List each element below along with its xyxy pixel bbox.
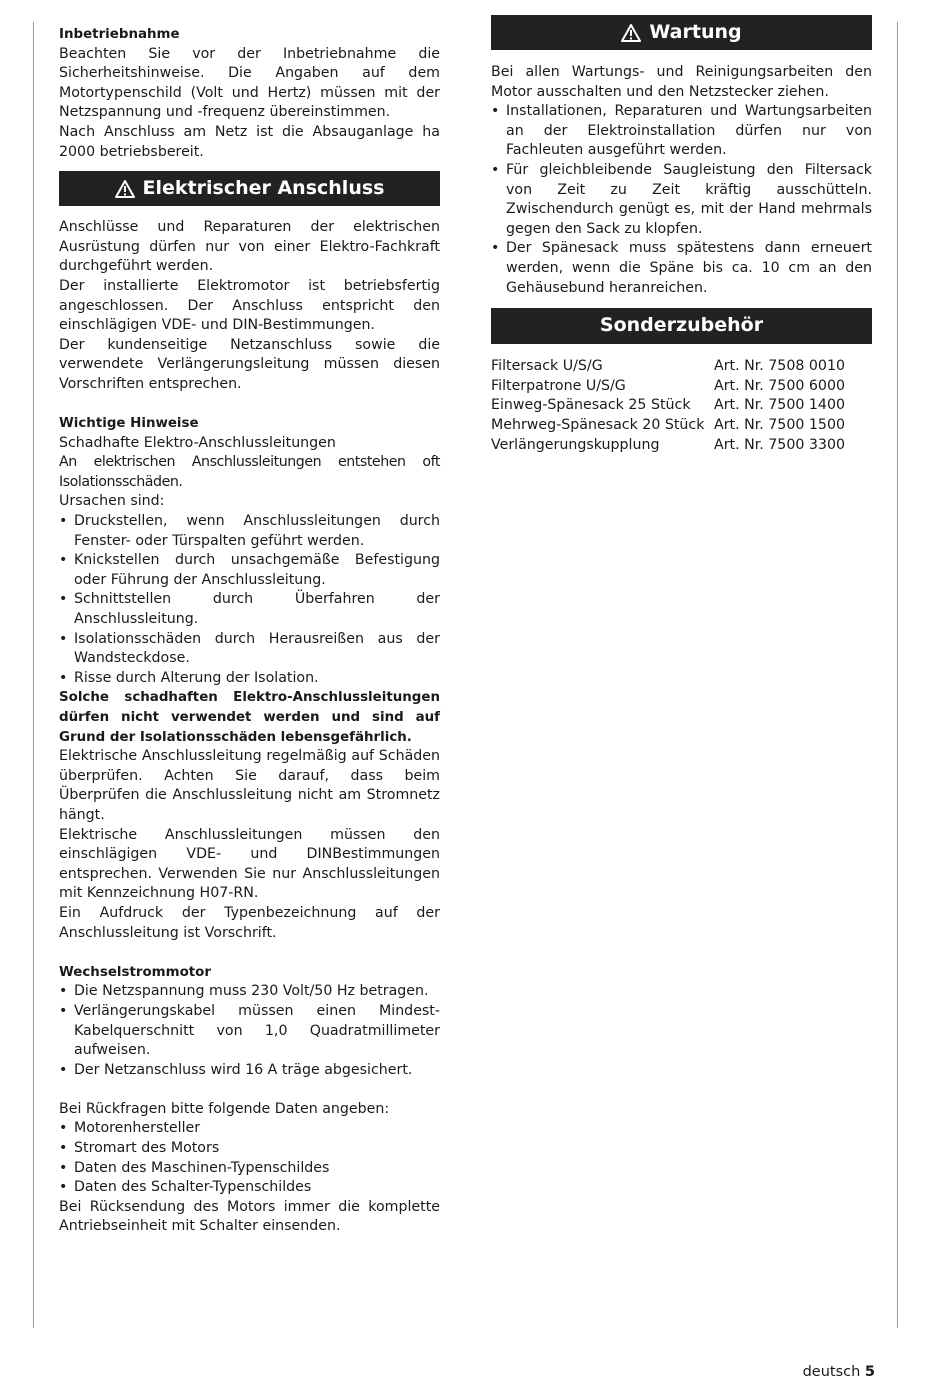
accessory-number: Art. Nr. 7500 1500	[714, 416, 846, 433]
elektrisch-paragraph-2: Der installierte Elektromotor ist betriebsfertig angeschlossen. Der Anschluss entspricht den einschlägigen VDE- und DIN-Bestimmungen.	[59, 277, 440, 334]
ursachen-list	[59, 512, 440, 688]
wartung-paragraph: Bei allen Wartungs- und Reinigungsarbeiten den Motor ausschalten und den Netzstecker ziehen.	[491, 64, 872, 100]
inbetriebnahme-heading: Inbetriebnahme	[59, 27, 180, 42]
ruecksendung-paragraph: Bei Rücksendung des Motors immer die komplette Antriebseinheit mit Schalter einsenden.	[59, 1198, 440, 1235]
table-row	[491, 396, 872, 416]
list-item: • Isolationsschäden durch Herausreißen aus der Wandsteckdose.	[59, 630, 440, 669]
wechselstrommotor-list	[59, 982, 440, 1080]
list-item: • Stromart des Motors	[59, 1139, 440, 1159]
list-item: • Schnittstellen durch Überfahren der Anschlussleitung.	[59, 590, 440, 629]
list-item: • Druckstellen, wenn Anschlussleitungen durch Fenster- oder Türspalten geführt werden.	[59, 512, 440, 551]
page-number: 5	[864, 1364, 875, 1380]
list-item: • Motorenhersteller	[59, 1119, 440, 1139]
wartung-bar	[491, 15, 872, 50]
list-item: • Knickstellen durch unsachgemäße Befestigung oder Führung der Anschlussleitung.	[59, 551, 440, 590]
warning-bold-paragraph: Solche schadhaften Elektro-Anschlussleitungen dürfen nicht verwendet werden und sind auf Grund der Isolationsschäden lebensgefährlich.	[59, 690, 440, 745]
right-column	[491, 15, 872, 455]
elektrisch-paragraph-3: Der kundenseitige Netzanschluss sowie die verwendete Verlängerungsleitung müssen diesen Vorschriften entsprechen.	[59, 336, 440, 392]
accessory-number: Art. Nr. 7508 0010	[714, 358, 846, 375]
warning-triangle-icon	[621, 24, 641, 42]
left-margin-line	[33, 22, 34, 1328]
accessories-table	[491, 357, 872, 455]
wartung-title: Wartung	[649, 20, 742, 43]
list-item: • Der Spänesack muss spätestens dann erneuert werden, wenn die Späne bis ca. 10 cm an den Gehäusebund heranreichen.	[491, 239, 872, 298]
footer-language: deutsch	[802, 1364, 861, 1380]
elektrischer-anschluss-bar	[59, 171, 440, 206]
left-column	[59, 25, 440, 1237]
inbetriebnahme-paragraph-1: Beachten Sie vor der Inbetriebnahme die Sicherheitshinweise. Die Angaben auf dem Motortypenschild (Volt und Hertz) müssen mit der Netzspannung und -frequenz übereinstimmen.	[59, 45, 440, 121]
inbetriebnahme-paragraph-2: Nach Anschluss am Netz ist die Absauganlage ha 2000 betriebsbereit.	[59, 123, 440, 160]
accessory-name: Filterpatrone U/S/G	[491, 377, 626, 394]
accessory-number: Art. Nr. 7500 3300	[714, 436, 846, 453]
accessory-name: Verlängerungskupplung	[491, 436, 660, 453]
hinweise-line-2: An elektrischen Anschlussleitungen entstehen oft Isolationsschäden.	[59, 454, 440, 490]
accessory-number: Art. Nr. 7500 1400	[714, 397, 846, 414]
wichtige-hinweise-heading: Wichtige Hinweise	[59, 416, 199, 432]
list-item: • Daten des Maschinen-Typenschildes	[59, 1159, 440, 1179]
page-footer	[803, 1364, 875, 1380]
accessory-name: Einweg-Spänesack 25 Stück	[491, 397, 691, 414]
warning-triangle-icon	[115, 180, 135, 198]
hinweise-paragraph-4: Elektrische Anschlussleitung regelmäßig auf Schäden überprüfen. Achten Sie darauf, dass beim Überprüfen die Anschlussleitung nicht am Stromnetz hängt.	[59, 748, 440, 823]
hinweise-line-3: Ursachen sind:	[59, 493, 165, 510]
list-item: • Installationen, Reparaturen und Wartungsarbeiten an der Elektroinstallation dürfen nur von Fachleuten ausgeführt werden.	[491, 102, 872, 161]
right-margin-line	[897, 22, 898, 1328]
rueckfragen-intro: Bei Rückfragen bitte folgende Daten angeben:	[59, 1100, 390, 1117]
table-row	[491, 416, 872, 436]
table-row	[491, 436, 872, 456]
list-item: • Daten des Schalter-Typenschildes	[59, 1178, 440, 1198]
list-item: • Die Netzspannung muss 230 Volt/50 Hz betragen.	[59, 982, 440, 1002]
accessory-name: Mehrweg-Spänesack 20 Stück	[491, 416, 705, 433]
wartung-list	[491, 102, 872, 298]
sonderzubehoer-title: Sonderzubehör	[599, 314, 764, 337]
list-item: • Verlängerungskabel müssen einen Mindest-Kabelquerschnitt von 1,0 Quadratmillimeter aufweisen.	[59, 1002, 440, 1061]
table-row	[491, 377, 872, 397]
list-item: • Risse durch Alterung der Isolation.	[59, 669, 440, 689]
list-item: • Für gleichbleibende Saugleistung den Filtersack von Zeit zu Zeit kräftig ausschütteln. Zwischendurch genügt es, mit der Hand mehrmals gegen den Sack zu klopfen.	[491, 161, 872, 239]
hinweise-paragraph-6: Ein Aufdruck der Typenbezeichnung auf der Anschlussleitung ist Vorschrift.	[59, 904, 440, 941]
elektrischer-anschluss-title: Elektrischer Anschluss	[142, 176, 385, 199]
accessory-number: Art. Nr. 7500 6000	[714, 377, 846, 394]
rueckfragen-list	[59, 1119, 440, 1197]
accessory-name: Filtersack U/S/G	[491, 358, 603, 375]
elektrisch-paragraph-1: Anschlüsse und Reparaturen der elektrischen Ausrüstung dürfen nur von einer Elektro-Fachkraft durchgeführt werden.	[59, 219, 440, 275]
sonderzubehoer-bar	[491, 308, 872, 344]
table-row	[491, 357, 872, 377]
hinweise-paragraph-5: Elektrische Anschlussleitungen müssen den einschlägigen VDE- und DINBestimmungen entsprechen. Verwenden Sie nur Anschlussleitungen mit Kennzeichnung H07-RN.	[59, 826, 440, 902]
list-item: • Der Netzanschluss wird 16 A träge abgesichert.	[59, 1061, 440, 1081]
wechselstrommotor-heading: Wechselstrommotor	[59, 964, 211, 980]
hinweise-line-1: Schadhafte Elektro-Anschlussleitungen	[59, 434, 336, 451]
